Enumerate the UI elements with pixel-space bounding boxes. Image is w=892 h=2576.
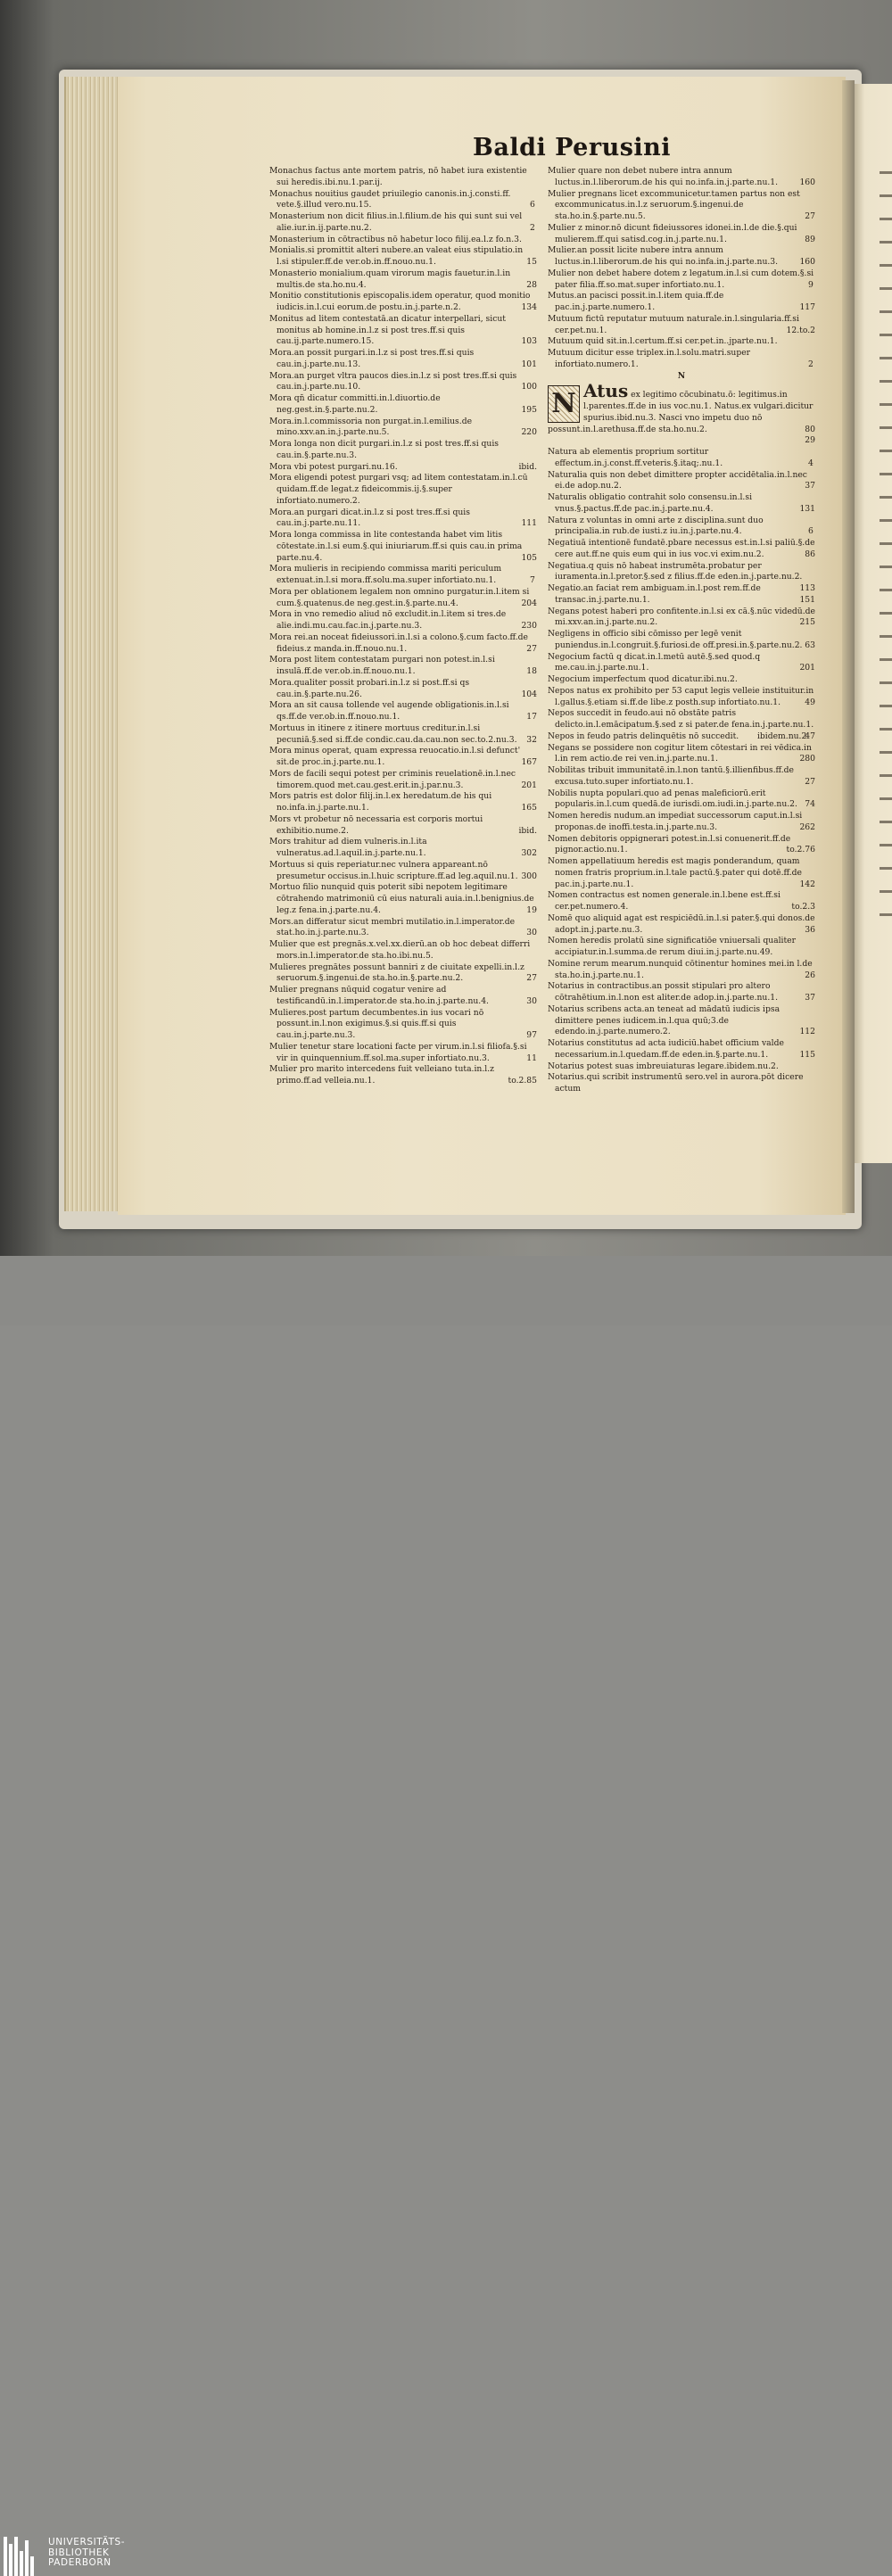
library-name: [48, 2538, 125, 2569]
left-entry-text: Mulier pregnans nūquid cogatur venire ad testificandū.in.l.imperator.de sta.ho.in.j.parte.nu.4.: [269, 985, 489, 1006]
right-n-entry-ref: 63: [805, 640, 815, 650]
right-m-entry: Mulier non debet habere dotem z legatum.in.l.si cum dotem.§.si pater filia.ff.so.mat.super infortiato.nu.1. 9: [548, 268, 814, 290]
left-entry: [269, 314, 537, 348]
left-entry: [269, 348, 537, 371]
left-entry-text: Mora an sit causa tollende vel augende obligationis.in.l.si qs.ff.de ver.ob.in.ff.nouo.nu.1.: [269, 700, 509, 722]
right-m-entry-text: Mulier pregnans licet excommunicetur.tamen partus non est excommunicatus.in.l.z seruorum.§.ingenui.de sta.ho.in.§.parte.nu.5.: [548, 188, 800, 221]
right-n-entry-text: Naturalis obligatio contrahit solo consensu.in.l.si vnus.§.pactus.ff.de pac.in.j.parte.nu.4.: [548, 492, 753, 514]
left-entry: [269, 530, 537, 564]
left-entry-ref: 300: [521, 871, 537, 881]
left-entry-ref: 101: [521, 359, 537, 369]
left-entry-ref: 27: [526, 643, 537, 654]
right-n-entry: [548, 959, 815, 982]
right-n-entry-text: Negans potest haberi pro confitente.in.l.si ex cā.§.nūc videdū.de mi.xxv.an.in.j.parte.nu.2.: [548, 606, 815, 628]
right-n-entry-text: Nomine rerum mearum.nunquid cōtinentur homines mei.in l.de sta.ho.in.j.parte.nu.1.: [548, 958, 813, 980]
right-m-entry: [548, 189, 815, 223]
left-entry: [269, 917, 537, 940]
left-entry: [269, 700, 537, 723]
left-entry-text: Mortuo filio nunquid quis poterit sibi nepotem legitimare cōtrahendo matrimoniū cū eius naturali auia.in.l.benignius.de leg.z fena.in.j.parte.nu.4.: [269, 882, 534, 915]
left-entry-ref: 11: [526, 1053, 537, 1063]
left-entry: [269, 166, 537, 189]
left-entry-ref: 103: [521, 336, 537, 347]
left-entry-text: Monasterium non dicit filius.in.l.filium.de his qui sunt sui vel alie.iur.in.ij.parte.nu.2.: [269, 211, 523, 233]
left-entry: [269, 473, 537, 507]
logo-bar: [20, 2551, 23, 2576]
right-n-entry: [548, 913, 815, 937]
right-n-entry-ref: 131: [799, 503, 815, 514]
right-n-entry-ref: 86: [805, 549, 815, 559]
right-n-entry-ref: 37: [805, 481, 815, 491]
left-entry-ref: 28: [526, 279, 537, 290]
right-m-entry: [548, 166, 815, 189]
right-n-entry: [548, 890, 815, 913]
right-m-entry-text: Mutuum dicitur esse triplex.in.l.solu.matri.super infortiato.numero.1.: [548, 348, 751, 369]
right-n-entry: [548, 936, 815, 959]
left-entry: [269, 655, 537, 678]
gutter-fold: [842, 80, 855, 1213]
section-letter: N: [677, 370, 686, 381]
left-entry-text: Mulieres.post partum decumbentes.in ius vocari nō possunt.in.l.non exigimus.§.si quis.ff.si quis cau.in.j.parte.nu.3.: [269, 1007, 484, 1040]
left-entry-ref: 104: [521, 689, 537, 699]
left-entry: [269, 268, 537, 292]
left-entry-text: Mora.in.l.commissoria non purgat.in.l.emilius.de mino.xxv.an.in.j.parte.nu.5.: [269, 416, 473, 438]
left-entry-text: Mors.an differatur sicut membri mutilatio.in.l.imperator.de stat.ho.in.j.parte.nu.3.: [269, 916, 516, 938]
right-m-entry-ref: 27: [805, 211, 815, 221]
right-n-entry: [548, 743, 815, 766]
right-n-entry-text: Negocium imperfectum quod dicatur.ibi.nu.2.: [548, 674, 738, 684]
right-m-entry-ref: 160: [799, 177, 815, 187]
library-logo-icon: [4, 2537, 37, 2576]
right-n-entry-ref: 112: [799, 1027, 815, 1037]
right-n-entry-ref: 280: [799, 754, 815, 764]
left-entry: Monachus nouitius gaudet priuilegio canonis.in.j.consti.ff. vete.§.illud vero.nu.15. 6: [269, 188, 535, 211]
left-entry: [269, 791, 537, 814]
left-entry-text: Mora.an purget vltra paucos dies.in.l.z si post tres.ff.si quis cau.in.j.parte.nu.10.: [269, 370, 517, 392]
right-n-entry-text: Notarius in contractibus.an possit stipulari pro altero cōtrahētium.in.l.non est aliter.de adop.in.j.parte.nu.1.: [548, 981, 779, 1003]
left-entry-ref: 201: [521, 780, 537, 790]
left-entry-text: Mors trahitur ad diem vulneris.in.l.ita vulneratus.ad.l.aquil.in.j.parte.nu.1.: [269, 837, 427, 858]
right-n-entry: [548, 583, 815, 607]
right-n-entry-text: Nepos natus ex prohibito per 53 caput legis velleie instituitur.in l.gallus.§.etiam si.ff.de libe.z posth.sup infortiato.nu.1.: [548, 685, 814, 707]
right-n-entry-text: Natura z voluntas in omni arte z disciplina.sunt duo principalia.in rub.de iusti.z iu.in.j.parte.nu.4.: [548, 515, 764, 537]
right-n-entry-ref: 201: [799, 663, 815, 673]
left-entry-text: Mulieres pregnātes possunt banniri z de ciuitate expelli.in.l.z seruorum.§.ingenui.de sta.ho.in.§.parte.nu.2.: [269, 962, 524, 984]
left-entry-ref: 195: [521, 404, 537, 415]
logo-bar: [4, 2537, 7, 2576]
logo-bar: [9, 2544, 12, 2576]
left-entry: [269, 837, 537, 860]
right-n-entry: [548, 652, 815, 675]
left-entry: [269, 587, 537, 610]
left-entry-text: Mora longa non dicit purgari.in.l.z si post tres.ff.si quis cau.in.§.parte.nu.3.: [269, 439, 500, 460]
left-entry-text: Mora mulieris in recipiendo commissa mariti periculum extenuat.in.l.si mora.ff.solu.ma.super infortiato.nu.1.: [269, 564, 502, 585]
left-entry: [269, 1064, 537, 1087]
left-entry-text: Mora in vno remedio aliud nō excludit.in.l.item si tres.de alie.indi.mu.cau.fac.in.j.parte.nu.3.: [269, 609, 507, 631]
index-entries-m: [548, 166, 815, 371]
left-entry: [269, 882, 537, 916]
left-entry-text: Mora post litem contestatam purgari non potest.in.l.si insulā.ff.de ver.ob.in.ff.nouo.nu.1.: [269, 655, 495, 676]
left-entry-ref: 30: [526, 995, 537, 1006]
left-entry-ref: 134: [521, 302, 537, 312]
left-entry-ref: ibid.: [518, 825, 537, 836]
left-entry-text: Mora qn̄ dicatur committi.in.l.diuortio.de neg.gest.in.§.parte.nu.2.: [269, 393, 441, 415]
right-n-entry-ref: 49: [805, 697, 815, 707]
right-n-entry-text: Notarius constitutus ad acta iudiciū.habet officium valde necessarium.in.l.quedam.ff.de eden.in.§.parte.nu.1.: [548, 1038, 784, 1060]
right-n-entry-text: Nomen heredis nudum.an impediat successorum caput.in.l.si proponas.de inoffi.testa.in.j.parte.nu.3.: [548, 811, 803, 832]
right-n-entry-ref: 27: [805, 776, 815, 787]
left-entry-ref: 165: [521, 803, 537, 813]
right-n-entry-text: Natura ab elementis proprium sortitur effectum.in.j.const.ff.veteris.§.itaq;.nu.1.: [548, 447, 723, 468]
right-n-entry: [548, 492, 815, 516]
right-m-entry-text: Mulier z minor.nō dicunt fideiussores idonei.in.l.de die.§.qui mulierem.ff.qui satisd.cog.in.j.parte.nu.1.: [548, 222, 797, 244]
logo-bar: [25, 2540, 29, 2576]
left-entry-text: Mora.qualiter possit probari.in.l.z si post.ff.si qs cau.in.§.parte.nu.26.: [269, 677, 470, 699]
left-entry: [269, 814, 537, 838]
right-n-entry-text: Notarius scribens acta.an teneat ad mādatū iudicis ipsa dimittere penes iudicem.in.l.qua quū;3.de edendo.in.j.parte.numero.2.: [548, 1003, 780, 1037]
left-entry: [269, 393, 537, 417]
right-n-entry: [548, 1061, 815, 1073]
left-entry-text: Mora longa commissa in lite contestanda habet vim litis cōtestate.in.l.si eum.§.qui iniuriarum.ff.si quis cau.in prima parte.nu.4.: [269, 530, 523, 563]
left-entry: [269, 245, 537, 268]
right-n-entry-ref: to.2.3: [791, 902, 815, 912]
right-n-entry-text: Nobilis nupta populari.quo ad penas maleficiorū.erit popularis.in.l.cum quedā.de iurisdi.om.iudi.in.j.parte.nu.2.: [548, 788, 797, 810]
left-entry: [269, 860, 537, 883]
right-n-entry: [548, 834, 815, 857]
right-n-entry: [548, 1004, 815, 1038]
left-entry: [269, 632, 537, 656]
running-head: Baldi Perusini: [473, 134, 672, 161]
right-n-entry: [548, 981, 815, 1004]
natus-ref-1: 80: [805, 424, 815, 434]
left-entry-text: Monasterio monialium.quam virorum magis fauetur.in.l.in multis.de sta.ho.nu.4.: [269, 268, 511, 290]
left-entry-text: Mulier tenetur stare locationi facte per virum.in.l.si filiofa.§.si vir in quinquennium.ff.sol.ma.super infortiato.nu.3.: [269, 1041, 527, 1063]
right-m-entry-text: Mulier non debet habere dotem z legatum.in.l.si cum dotem.§.si pater filia.ff.so.mat.super infortiato.nu.1.: [548, 268, 814, 290]
right-m-entry-ref: 12.to.2: [786, 325, 815, 335]
right-n-entry: [548, 686, 815, 709]
left-entry: [269, 962, 537, 986]
left-entry: Monasterium non dicit filius.in.l.filium.de his qui sunt sui vel alie.iur.in.ij.parte.nu.2. 2: [269, 211, 535, 233]
right-n-entry-ref: 37: [805, 993, 815, 1003]
right-n-entry-ref: ibidem.nu.2: [756, 731, 807, 741]
right-n-entry-text: Nomen appellatiuum heredis est magis ponderandum, quam nomen fratris proprium.in.l.tale pactū.§.pater qui dotē.ff.de pac.in.j.parte.nu.1.: [548, 856, 802, 889]
left-entry-text: Monitus ad litem contestatā.an dicatur interpellari, sicut monitus ab homine.in.l.z si post tres.ff.si quis cau.ij.parte.numero.15.: [269, 313, 506, 347]
logo-bar: [30, 2556, 34, 2576]
left-entry-ref: 30: [526, 928, 537, 938]
right-n-entry-text: Notarius.qui scribit instrumentū sero.vel in aurora.pōt dicere actum: [548, 1072, 804, 1094]
left-entry-text: Mulier pro marito intercedens fuit velleiano tuta.in.l.z primo.ff.ad velleia.nu.1.: [269, 1064, 494, 1086]
facing-page-text-fragment: [880, 161, 892, 928]
right-n-entry-ref: 215: [799, 617, 815, 628]
right-n-entry-ref: to.2.76: [786, 845, 815, 855]
left-entry: [269, 1042, 537, 1065]
index-column-right: [548, 166, 815, 1095]
left-entry-ref: 100: [521, 382, 537, 392]
left-entry: [269, 371, 537, 394]
right-n-entry-ref: 113: [799, 583, 815, 593]
right-m-entry: [548, 245, 815, 268]
left-entry: [269, 723, 537, 747]
right-n-entry: [548, 856, 815, 890]
right-n-entry-text: Negatio.an faciat rem ambiguam.in.l.post rem.ff.de transac.in.j.parte.nu.1.: [548, 583, 761, 605]
right-n-entry-ref: 26: [805, 970, 815, 980]
library-footer: [0, 1256, 892, 2568]
right-n-entry-text: Negans se possidere non cogitur litem cōtestari in rei vēdica.in l.in rem actio.de rei ven.in.j.parte.nu.1.: [548, 742, 812, 764]
right-n-entry-text: Nepos in feudo patris delinquētis nō succedit.: [548, 731, 739, 741]
left-entry-ref: ibid.: [518, 461, 537, 472]
logo-bar: [14, 2537, 18, 2576]
left-entry-ref: 97: [526, 1030, 537, 1040]
library-name-line-2: BIBLIOTHEK: [48, 2547, 110, 2558]
natus-entry-text: ex legitimo cōcubinatu.ō: legitimus.in l.parentes.ff.de in ius voc.nu.1. Natus.ex vulgari.dicitur spurius.ibid.nu.3. Nasci vno impetu duo nō possunt.in.l.arethusa.ff.de sta.ho.nu.2.: [548, 390, 814, 434]
left-entry-ref: 15: [526, 257, 537, 267]
right-n-entry: [548, 560, 815, 593]
right-n-entry-ref: 151: [799, 594, 815, 605]
right-n-entry-ref: 74: [805, 799, 815, 810]
left-entry: [269, 417, 537, 440]
left-entry-ref: 167: [521, 757, 537, 767]
right-n-entry: [548, 629, 815, 652]
right-n-entry-text: Nomen heredis prolatū sine significatiōe vniuersali qualiter accipiatur.in.l.summa.de rerum diui.in.j.parte.nu.49.: [548, 936, 796, 957]
right-n-entry: [548, 731, 815, 743]
right-n-entry-text: Naturalia quis non debet dimittere propter accidētalia.in.l.nec ei.de adop.nu.2.: [548, 469, 807, 491]
left-entry-ref: 302: [521, 848, 537, 858]
right-m-entry: [548, 223, 815, 246]
right-n-entry: [548, 538, 815, 561]
left-entry: [269, 769, 537, 792]
index-entries-n: [548, 447, 815, 1095]
right-n-entry-ref: 142: [799, 879, 815, 889]
left-entry-text: Mors de facili sequi potest per criminis reuelationē.in.l.nec timorem.quod met.cau.gest.erit.in.j.par.nu.3.: [269, 768, 516, 790]
left-entry-ref: 19: [526, 904, 537, 915]
left-entry-text: Monachus factus ante mortem patris, nō habet iura existentie sui heredis.ibi.nu.1.par.ij.: [269, 166, 527, 187]
right-n-entry: [548, 674, 815, 686]
left-entry: [269, 439, 537, 462]
left-entry-text: Mora eligendi potest purgari vsq; ad litem contestatam.in.l.cū quidam.ff.de legat.z fideicommis.ij.§.super infortiato.numero.2.: [269, 473, 528, 506]
left-entry-ref: 230: [521, 621, 537, 631]
left-entry: [269, 235, 537, 246]
right-n-entry: Natura ab elementis proprium sortitur effectum.in.j.const.ff.veteris.§.itaq;.nu.1. 4: [548, 447, 814, 468]
right-m-entry-ref: 117: [799, 302, 815, 312]
left-entry-text: Monasterium in cōtractibus nō habetur loco filij.ea.l.z fo.n.3.: [269, 234, 522, 244]
right-n-entry: [548, 788, 815, 812]
left-entry-ref: 105: [521, 552, 537, 563]
right-n-entry-ref: 47: [805, 731, 815, 741]
right-m-entry-ref: 89: [805, 234, 815, 244]
library-name-line-3: PADERBORN: [48, 2557, 112, 2568]
right-n-entry-text: Nobilitas tribuit immunitatē.in.l.non tantū.§.illienfibus.ff.de excusa.tuto.super infortiato.nu.1.: [548, 765, 794, 787]
library-name-line-1: UNIVERSITÄTS-: [48, 2537, 126, 2547]
left-entry-text: Mors vt probetur nō necessaria est corporis mortui exhibitio.nume.2.: [269, 813, 483, 836]
left-entry: [269, 462, 537, 474]
left-entry: Mora mulieris in recipiendo commissa mariti periculum extenuat.in.l.si mora.ff.solu.ma.super infortiato.nu.1. 7: [269, 564, 535, 585]
left-entry: [269, 678, 537, 701]
right-n-entry-ref: 36: [805, 924, 815, 935]
index-column-left: [269, 166, 537, 1087]
right-n-entry: [548, 470, 815, 493]
right-n-entry: [548, 765, 815, 788]
right-n-entry: [548, 811, 815, 834]
left-entry-text: Monachus nouitius gaudet priuilegio canonis.in.j.consti.ff. vete.§.illud vero.nu.15.: [269, 188, 511, 211]
left-entry-ref: 220: [521, 427, 537, 438]
left-entry: [269, 939, 537, 962]
left-entry-text: Mora.an purgari dicat.in.l.z si post tres.ff.si quis cau.in.j.parte.nu.11.: [269, 507, 470, 529]
right-m-entry: Mutuum dicitur esse triplex.in.l.solu.matri.super infortiato.numero.1. 2: [548, 348, 814, 369]
right-m-entry: [548, 314, 815, 337]
right-n-entry-text: Nomē quo aliquid agat est respiciēdū.in.l.si pater.§.qui donos.de adopt.in.j.parte.nu.3.: [548, 912, 815, 935]
left-entry-ref: 27: [526, 973, 537, 984]
natus-lead-word: Atus: [583, 380, 629, 402]
left-entry: [269, 985, 537, 1008]
right-n-entry-text: Negocium factū q dicat.in.l.metū autē.§.sed quod.q me.cau.in.j.parte.nu.1.: [548, 651, 761, 673]
right-n-entry-text: Nepos succedit in feudo.aui nō obstāte patris delicto.in.l.emācipatum.§.sed z si pater.de fena.in.j.parte.nu.1.: [548, 708, 814, 730]
right-n-entry-text: Nomen contractus est nomen generale.in.l.bene est.ff.si cer.pet.numero.4.: [548, 890, 780, 912]
right-n-entry: [548, 607, 815, 630]
right-m-entry-text: Mutuum fictū reputatur mutuum naturale.in.l.singularia.ff.si cer.pet.nu.1.: [548, 313, 799, 335]
natus-ref-2: 29: [805, 435, 815, 446]
left-entry: [269, 508, 537, 531]
left-entry-text: Mora.an possit purgari.in.l.z si post tres.ff.si quis cau.in.j.parte.nu.13.: [269, 348, 475, 369]
left-entry-text: Mora per oblationem legalem non omnino purgatur.in.l.item si cum.§.quatenus.de neg.gest.in.§.parte.nu.4.: [269, 586, 530, 608]
right-n-entry-ref: 115: [799, 1049, 815, 1060]
left-entry-ref: 204: [521, 598, 537, 608]
left-entry-text: Mulier que est pregnās.x.vel.xx.dierū.an ob hoc debeat differri mors.in.l.imperator.de sta.ho.ibi.nu.5.: [269, 939, 531, 961]
right-n-entry-text: Notarius potest suas imbreuiaturas legare.ibidem.nu.2.: [548, 1061, 779, 1071]
left-entry: [269, 291, 537, 314]
left-entry: [269, 1008, 537, 1042]
right-m-entry-ref: 160: [799, 257, 815, 267]
right-n-entry: [548, 1072, 815, 1095]
right-m-entry-text: Mutus.an pacisci possit.in.l.item quia.ff.de pac.in.j.parte.numero.1.: [548, 291, 724, 312]
natus-entry: [548, 382, 815, 447]
left-entry-ref: 111: [521, 518, 537, 529]
right-n-entry-ref: 262: [799, 822, 815, 832]
left-entry-text: Mortuus si quis reperiatur.nec vulnera appareant.nō presumetur occisus.in.l.huic scripture.ff.ad leg.aquil.nu.1.: [269, 859, 518, 881]
left-entry-ref: 18: [526, 666, 537, 676]
right-n-entry-text: Negatiua.q quis nō habeat instrumēta.probatur per iuramenta.in.l.pretor.§.sed z filius.ff.de eden.in.j.parte.nu.2.: [548, 560, 803, 582]
right-m-entry-text: Mulier.an possit licite nubere intra annum luctus.in.l.liberorum.de his qui no.infa.in.j.parte.nu.3.: [548, 245, 779, 267]
right-n-entry-text: Negatiuā intentionē fundatē.pbare necessus est.in.l.si paliū.§.de cere aut.ff.ne quis eum qui in ius voc.vi exim.nu.2.: [548, 538, 815, 559]
scan-background: [0, 0, 892, 1256]
left-entry-text: Monialis.si promittit alteri nubere.an valeat eius stipulatio.in l.si stipuler.ff.de ver.ob.in.ff.nouo.nu.1.: [269, 245, 524, 267]
right-n-entry-text: Nomen debitoris oppignerari potest.in.l.si conuenerit.ff.de pignor.actio.nu.1.: [548, 833, 791, 855]
right-n-entry-text: Negligens in officio sibi cōmisso per legē venit puniendus.in.l.congruit.§.furiosi.de off.presi.in.§.parte.nu.2.: [548, 629, 803, 650]
left-entry-text: Mora vbi potest purgari.nu.16.: [269, 461, 398, 472]
right-m-entry-text: Mutuum quid sit.in.l.certum.ff.si cer.pet.in..jparte.nu.1.: [548, 336, 778, 347]
left-entry-text: Mora minus operat, quam expressa reuocatio.in.l.si defunct' sit.de proc.in.j.parte.nu.1.: [269, 746, 521, 767]
left-entry-ref: 17: [526, 712, 537, 722]
drop-cap-initial: N: [548, 385, 580, 423]
left-entry-text: Mors patris est dolor filij.in.l.ex heredatum.de his qui no.infa.in.j.parte.nu.1.: [269, 791, 492, 813]
right-m-entry: [548, 336, 815, 348]
right-m-entry: [548, 291, 815, 314]
left-entry: [269, 746, 537, 769]
left-entry-ref: to.2.85: [508, 1076, 537, 1086]
right-n-entry: Natura z voluntas in omni arte z disciplina.sunt duo principalia.in rub.de iusti.z iu.in.j.parte.nu.4. 6: [548, 515, 814, 537]
right-m-entry-text: Mulier quare non debet nubere intra annum luctus.in.l.liberorum.de his qui no.infa.in.j.parte.nu.1.: [548, 166, 779, 187]
page-edges: [64, 77, 121, 1211]
left-entry-text: Mora rei.an noceat fideiussori.in.l.si a colono.§.cum facto.ff.de fideius.z manda.in.ff.nouo.nu.1.: [269, 632, 528, 654]
left-entry-ref: 32: [526, 734, 537, 745]
left-entry: [269, 609, 537, 632]
left-entry-text: Monitio constitutionis episcopalis.idem operatur, quod monitio iudicis.in.l.cui eorum.de postu.in.j.parte.n.2.: [269, 291, 531, 312]
left-entry-text: Mortuus in itinere z itinere mortuus creditur.in.l.si pecuniā.§.sed si.ff.de condic.cau.da.cau.non sec.to.2.nu.3.: [269, 722, 517, 745]
right-n-entry: [548, 1038, 815, 1061]
